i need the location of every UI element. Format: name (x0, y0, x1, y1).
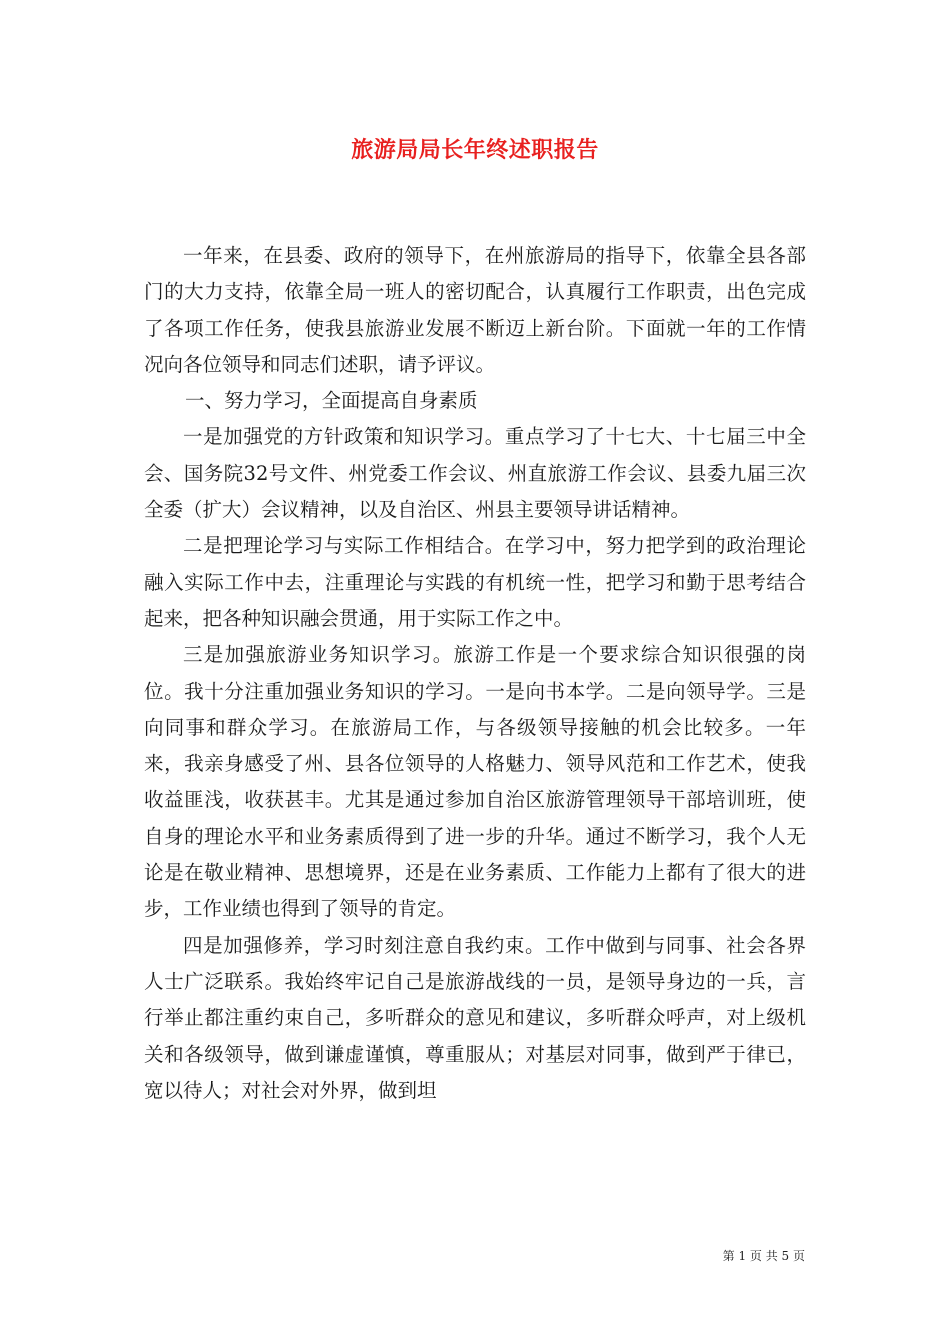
document-body (144, 238, 806, 1109)
paragraph-point-1: 一是加强党的方针政策和知识学习。重点学习了十七大、十七届三中全会、国务院32号文件、州党委工作会议、州直旅游工作会议、县委九届三次全委（扩大）会议精神，以及自治区、州县主要领导讲话精神。 (144, 425, 806, 522)
page-number-footer: 第 1 页 共 5 页 (722, 1249, 805, 1263)
paragraph-point-4: 四是加强修养，学习时刻注意自我约束。工作中做到与同事、社会各界人士广泛联系。我始终牢记自己是旅游战线的一员，是领导身边的一兵，言行举止都注重约束自己，多听群众的意见和建议，多听群众呼声，对上级机关和各级领导，做到谦虚谨慎，尊重服从；对基层对同事，做到严于律已，宽以待人；对社会对外界，做到坦 (144, 933, 806, 1102)
paragraph-intro: 一年来，在县委、政府的领导下，在州旅游局的指导下，依靠全县各部门的大力支持，依靠全局一班人的密切配合，认真履行工作职责，出色完成了各项工作任务，使我县旅游业发展不断迈上新台阶。下面就一年的工作情况向各位领导和同志们述职，请予评议。 (144, 244, 806, 376)
paragraph-point-3: 三是加强旅游业务知识学习。旅游工作是一个要求综合知识很强的岗位。我十分注重加强业务知识的学习。一是向书本学。二是向领导学。三是向同事和群众学习。在旅游局工作，与各级领导接触的机会比较多。一年来，我亲身感受了州、县各位领导的人格魅力、领导风范和工作艺术，使我收益匪浅，收获甚丰。尤其是通过参加自治区旅游管理领导干部培训班，使自身的理论水平和业务素质得到了进一步的升华。通过不断学习，我个人无论是在敬业精神、思想境界，还是在业务素质、工作能力上都有了很大的进步，工作业绩也得到了领导的肯定。 (144, 643, 806, 921)
paragraph-point-2: 二是把理论学习与实际工作相结合。在学习中，努力把学到的政治理论融入实际工作中去，注重理论与实践的有机统一性，把学习和勤于思考结合起来，把各种知识融会贯通，用于实际工作之中。 (144, 534, 806, 630)
section-heading-1: 一、努力学习，全面提高自身素质 (184, 389, 478, 413)
document-title: 旅游局局长年终述职报告 (351, 137, 599, 163)
